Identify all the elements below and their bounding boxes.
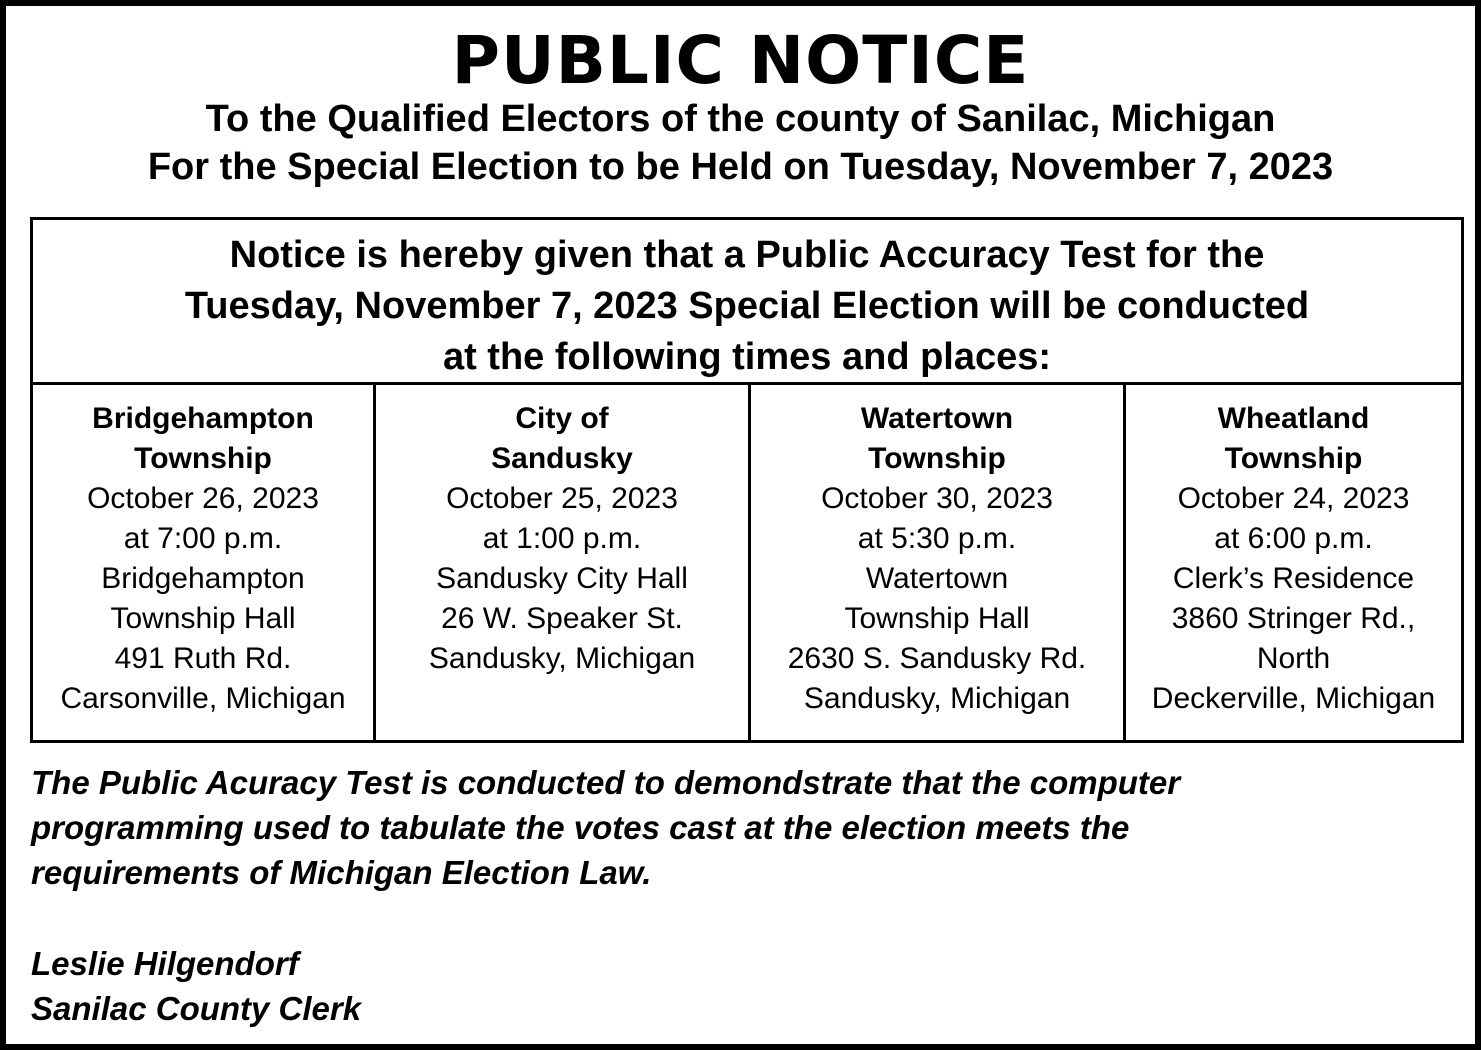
location-address-line: 491 Ruth Rd. [114, 642, 292, 675]
notice-intro-line: Notice is hereby given that a Public Accuracy Test for the [229, 234, 1265, 276]
location-address-line: Carsonville, Michigan [60, 682, 346, 715]
location-sandusky [373, 385, 748, 743]
location-watertown [748, 385, 1123, 743]
location-date: October 30, 2023 [821, 482, 1053, 515]
notice-intro [33, 230, 1461, 383]
statement-line: requirements of Michigan Election Law. [31, 854, 652, 891]
signature-block [31, 941, 361, 1031]
location-address-line: Clerk’s Residence [1172, 562, 1415, 595]
subtitle-election-date: For the Special Election to be Held on Tuesday, November 7, 2023 [147, 146, 1334, 188]
accuracy-test-statement [31, 760, 1451, 895]
location-time: at 7:00 p.m. [123, 522, 283, 555]
location-address-line: Sandusky City Hall [436, 562, 688, 595]
location-name: Township [868, 442, 1006, 475]
location-date: October 26, 2023 [87, 482, 319, 515]
location-address-line: 3860 Stringer Rd., [1171, 602, 1416, 635]
location-date: October 24, 2023 [1177, 482, 1410, 515]
location-address-line: Township Hall [844, 602, 1030, 635]
location-address-line: North [1256, 642, 1331, 675]
locations-table [33, 382, 1461, 743]
location-address-line: Bridgehampton [101, 562, 305, 595]
location-address-line: Sandusky, Michigan [803, 682, 1071, 715]
location-address-line: Deckerville, Michigan [1151, 682, 1436, 715]
location-time: at 5:30 p.m. [857, 522, 1017, 555]
location-name: City of [515, 402, 609, 435]
page-title: PUBLIC NOTICE [451, 22, 1030, 99]
location-name: Wheatland [1217, 402, 1370, 435]
signature-title: Sanilac County Clerk [31, 990, 362, 1027]
location-address-line: Township Hall [110, 602, 296, 635]
location-name: Township [134, 442, 272, 475]
location-bridgehampton [33, 385, 373, 743]
statement-line: programming used to tabulate the votes cast at the election meets the [31, 809, 1130, 846]
notice-intro-line: Tuesday, November 7, 2023 Special Election will be conducted [184, 285, 1310, 327]
subtitle-electors: To the Qualified Electors of the county of Sanilac, Michigan [205, 98, 1276, 140]
location-name: Sandusky [491, 442, 633, 475]
location-date: October 25, 2023 [446, 482, 678, 515]
location-name: Watertown [860, 402, 1014, 435]
statement-line: The Public Acuracy Test is conducted to demondstrate that the computer [31, 764, 1181, 801]
location-time: at 6:00 p.m. [1214, 522, 1373, 555]
notice-box [30, 217, 1464, 743]
location-address-line: Watertown [865, 562, 1009, 595]
location-wheatland [1123, 385, 1461, 743]
location-name: Bridgehampton [92, 402, 314, 435]
location-time: at 1:00 p.m. [482, 522, 642, 555]
location-address-line: 26 W. Speaker St. [441, 602, 683, 635]
signature-name: Leslie Hilgendorf [31, 945, 299, 982]
location-address-line: Sandusky, Michigan [428, 642, 696, 675]
notice-intro-line: at the following times and places: [442, 336, 1052, 378]
location-address-line: 2630 S. Sandusky Rd. [787, 642, 1087, 675]
location-name: Township [1224, 442, 1363, 475]
